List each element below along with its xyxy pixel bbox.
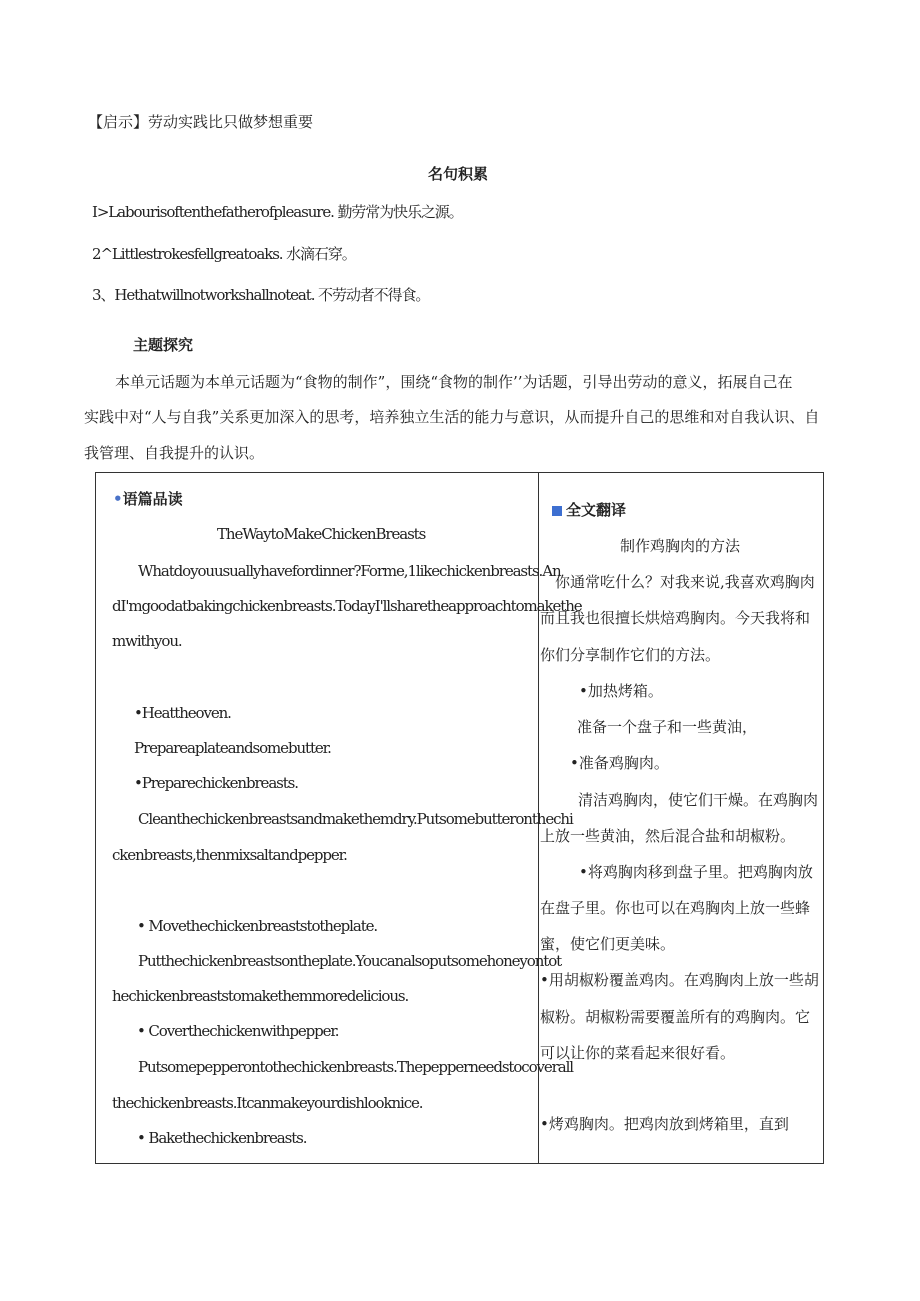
right-line: •加热烤箱。 xyxy=(579,682,663,700)
quote-item-3: 3、Hethatwillnotworkshallnoteat. 不劳动者不得食。 xyxy=(92,286,430,304)
left-line: Cleanthechickenbreastsandmakethemdry.Putsomebutteronthechi xyxy=(138,810,573,828)
left-line: •Heattheoven. xyxy=(134,704,231,722)
theme-paragraph-line-1: 本单元话题为本单元话题为“食物的制作”，围绕“食物的制作’’为话题，引导出劳动的意义，拓展自己在 xyxy=(115,373,793,391)
left-heading-bullet: • xyxy=(113,490,123,508)
quote-item-1: I>Labourisoftenthefatherofpleasure. 勤劳常为快乐之源。 xyxy=(92,203,463,221)
left-heading xyxy=(113,488,183,509)
right-line: •准备鸡胸肉。 xyxy=(570,754,669,772)
left-line: hechickenbreaststomakethemmoredelicious. xyxy=(112,987,409,1005)
quote-item-2: 2^Littlestrokesfellgreatoaks. 水滴石穿。 xyxy=(92,245,356,263)
left-line: mwithyou. xyxy=(112,632,182,650)
left-line: • Bakethechickenbreasts. xyxy=(137,1129,307,1147)
right-line: •用胡椒粉覆盖鸡肉。在鸡胸肉上放一些胡 xyxy=(540,971,819,989)
right-line: 准备一个盘子和一些黄油， xyxy=(577,718,758,736)
left-line: •Preparechickenbreasts. xyxy=(134,774,298,792)
left-line: thechickenbreasts.Itcanmakeyourdishlooknice. xyxy=(112,1094,423,1112)
right-line: 在盘子里。你也可以在鸡胸肉上放一些蜂 xyxy=(540,899,811,917)
right-line: •烤鸡胸肉。把鸡肉放到烤箱里，直到 xyxy=(540,1115,789,1133)
left-line: Putthechickenbreastsontheplate.Youcanalsoputsomehoneyontot xyxy=(138,952,562,970)
right-line: 椒粉。胡椒粉需要覆盖所有的鸡胸肉。它 xyxy=(540,1008,811,1026)
right-line: 而且我也很擅长烘焙鸡胸肉。今天我将和 xyxy=(540,609,811,627)
square-bullet-icon xyxy=(552,506,562,516)
right-line: 蜜，使它们更美味。 xyxy=(540,935,676,953)
theme-paragraph-line-3: 我管理、自我提升的认识。 xyxy=(84,444,265,462)
right-line: 可以让你的菜看起来很好看。 xyxy=(540,1044,736,1062)
left-line: Whatdoyouusuallyhavefordinner?Forme,1likechickenbreasts.An xyxy=(138,562,561,580)
right-heading xyxy=(552,499,626,520)
right-line: 你通常吃什么？对我来说,我喜欢鸡胸肉 xyxy=(555,573,815,591)
quotes-title: 名句积累 xyxy=(428,165,489,183)
right-line: •将鸡胸肉移到盘子里。把鸡胸肉放 xyxy=(579,863,813,881)
left-article-title: TheWaytoMakeChickenBreasts xyxy=(217,525,426,543)
theme-title: 主题探究 xyxy=(133,336,194,354)
left-line: • Movethechickenbreaststotheplate. xyxy=(137,917,378,935)
left-line: • Coverthechickenwithpepper. xyxy=(137,1022,339,1040)
insight-line: 【启示】劳动实践比只做梦想重要 xyxy=(88,113,314,131)
left-line: Prepareaplateandsomebutter. xyxy=(134,739,331,757)
right-line: 你们分享制作它们的方法。 xyxy=(540,646,721,664)
theme-paragraph-line-2: 实践中对“人与自我”关系更加深入的思考，培养独立生活的能力与意识，从而提升自己的思维和对自我认识、自 xyxy=(84,408,820,426)
left-line: dI'mgoodatbakingchickenbreasts.TodayI'llsharetheapproachtomakethe xyxy=(112,597,582,615)
right-line: 清洁鸡胸肉，使它们干燥。在鸡胸肉 xyxy=(578,791,819,809)
right-heading-text: 全文翻译 xyxy=(566,501,627,519)
right-line: 上放一些黄油，然后混合盐和胡椒粉。 xyxy=(540,827,796,845)
left-line: Putsomepepperontothechickenbreasts.Thepepperneedstocoverall xyxy=(138,1058,573,1076)
left-line: ckenbreasts,thenmixsaltandpepper. xyxy=(112,846,347,864)
left-heading-text: 语篇品读 xyxy=(122,490,183,508)
right-article-title: 制作鸡胸肉的方法 xyxy=(620,537,741,555)
